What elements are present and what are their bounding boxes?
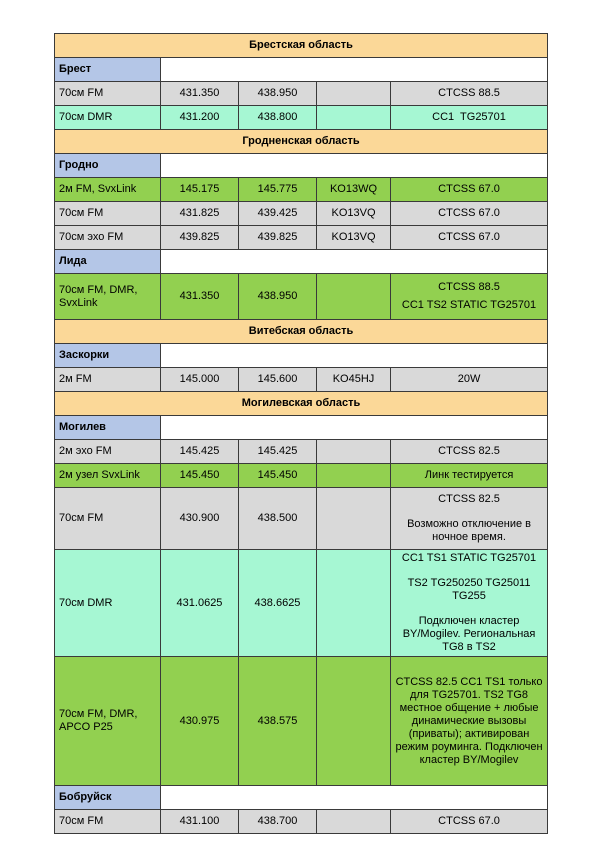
notes-cell (391, 82, 548, 106)
locator-cell (317, 440, 391, 464)
note-line: Линк тестируется (424, 469, 514, 481)
region-title: Гродненская область (55, 130, 548, 154)
note-line: CTCSS 88.5 (438, 87, 500, 99)
tx-freq-cell: 145.600 (239, 368, 317, 392)
table-row (55, 657, 548, 786)
rx-freq-cell: 145.175 (161, 178, 239, 202)
notes-cell (391, 274, 548, 320)
city-header-row (55, 58, 548, 82)
locator-cell (317, 810, 391, 834)
note-line: TS2 TG250250 TG25011 TG255 (407, 577, 531, 602)
tx-freq-cell: 439.425 (239, 202, 317, 226)
mode-cell: 70см эхо FM (55, 226, 161, 250)
mode-cell: 70см FM, DMR, SvxLink (55, 274, 161, 320)
note-line: CTCSS 82.5 (438, 445, 500, 457)
tx-freq-cell: 439.825 (239, 226, 317, 250)
locator-cell: KO13VQ (317, 202, 391, 226)
locator-cell (317, 550, 391, 657)
rx-freq-cell: 145.450 (161, 464, 239, 488)
locator-cell (317, 464, 391, 488)
tx-freq-cell: 438.950 (239, 82, 317, 106)
note-line: 20W (457, 373, 481, 385)
locator-cell: KO13WQ (317, 178, 391, 202)
note-line: CC1 TS2 STATIC TG25701 (401, 299, 537, 311)
region-title: Витебская область (55, 320, 548, 344)
notes-cell (391, 226, 548, 250)
mode-cell: 70см FM (55, 82, 161, 106)
locator-cell: KO45HJ (317, 368, 391, 392)
city-name: Бобруйск (55, 786, 161, 810)
notes-cell (391, 488, 548, 550)
rx-freq-cell: 431.350 (161, 82, 239, 106)
tx-freq-cell: 438.575 (239, 657, 317, 786)
notes-cell (391, 550, 548, 657)
region-title: Брестская область (55, 34, 548, 58)
locator-cell (317, 488, 391, 550)
rx-freq-cell: 431.825 (161, 202, 239, 226)
note-line: CTCSS 82.5 CC1 TS1 только для TG25701. TS2 TG8 местное общение + любые динамические вызовы (приваты); активирован режим роуминга. Подключен кластер BY/Mogilev (395, 675, 543, 766)
tx-freq-cell: 438.950 (239, 274, 317, 320)
table-row (55, 274, 548, 320)
table-row (55, 178, 548, 202)
locator-cell (317, 106, 391, 130)
note-line: Возможно отключение в ночное время. (407, 518, 531, 543)
note-line: CTCSS 67.0 (438, 231, 500, 243)
mode-cell: 2м FM (55, 368, 161, 392)
tx-freq-cell: 145.450 (239, 464, 317, 488)
city-name: Могилев (55, 416, 161, 440)
city-header-row (55, 250, 548, 274)
region-header-row (55, 392, 548, 416)
notes-cell (391, 657, 548, 786)
city-name: Заскорки (55, 344, 161, 368)
table-row (55, 488, 548, 550)
note-line: CTCSS 67.0 (438, 183, 500, 195)
city-header-row (55, 416, 548, 440)
city-header-row (55, 344, 548, 368)
notes-cell (391, 178, 548, 202)
note-line: CC1 TS1 STATIC TG25701 (401, 552, 537, 564)
mode-cell: 2м узел SvxLink (55, 464, 161, 488)
table-row (55, 368, 548, 392)
table-row (55, 202, 548, 226)
mode-cell: 70см FM, DMR, APCO P25 (55, 657, 161, 786)
mode-cell: 70см DMR (55, 550, 161, 657)
city-header-row (55, 786, 548, 810)
note-line: CTCSS 88.5 (438, 281, 500, 293)
rx-freq-cell: 430.975 (161, 657, 239, 786)
locator-cell: KO13VQ (317, 226, 391, 250)
notes-cell (391, 464, 548, 488)
table-row (55, 810, 548, 834)
region-header-row (55, 34, 548, 58)
table-row (55, 226, 548, 250)
table-row (55, 464, 548, 488)
tx-freq-cell: 145.425 (239, 440, 317, 464)
note-line: CTCSS 67.0 (438, 207, 500, 219)
mode-cell: 70см FM (55, 488, 161, 550)
locator-cell (317, 657, 391, 786)
city-name: Гродно (55, 154, 161, 178)
tx-freq-cell: 145.775 (239, 178, 317, 202)
note-line: CC1 TG25701 (432, 111, 506, 123)
table-row (55, 82, 548, 106)
city-header-row (55, 154, 548, 178)
notes-cell (391, 810, 548, 834)
notes-cell (391, 202, 548, 226)
rx-freq-cell: 431.0625 (161, 550, 239, 657)
locator-cell (317, 274, 391, 320)
mode-cell: 2м эхо FM (55, 440, 161, 464)
repeater-table (54, 33, 548, 834)
mode-cell: 2м FM, SvxLink (55, 178, 161, 202)
table-row (55, 440, 548, 464)
note-line: CTCSS 82.5 (438, 493, 500, 505)
city-name: Лида (55, 250, 161, 274)
note-line: CTCSS 67.0 (438, 815, 500, 827)
tx-freq-cell: 438.700 (239, 810, 317, 834)
rx-freq-cell: 431.200 (161, 106, 239, 130)
rx-freq-cell: 430.900 (161, 488, 239, 550)
rx-freq-cell: 439.825 (161, 226, 239, 250)
notes-cell (391, 368, 548, 392)
region-header-row (55, 130, 548, 154)
mode-cell: 70см FM (55, 810, 161, 834)
rx-freq-cell: 145.000 (161, 368, 239, 392)
notes-cell (391, 440, 548, 464)
mode-cell: 70см DMR (55, 106, 161, 130)
mode-cell: 70см FM (55, 202, 161, 226)
region-header-row (55, 320, 548, 344)
note-line: Подключен кластер BY/Mogilev. Региональная TG8 в TS2 (402, 615, 536, 653)
rx-freq-cell: 431.350 (161, 274, 239, 320)
table-row (55, 106, 548, 130)
rx-freq-cell: 145.425 (161, 440, 239, 464)
region-title: Могилевская область (55, 392, 548, 416)
locator-cell (317, 82, 391, 106)
table-row (55, 550, 548, 657)
tx-freq-cell: 438.500 (239, 488, 317, 550)
notes-cell (391, 106, 548, 130)
rx-freq-cell: 431.100 (161, 810, 239, 834)
tx-freq-cell: 438.6625 (239, 550, 317, 657)
city-name: Брест (55, 58, 161, 82)
tx-freq-cell: 438.800 (239, 106, 317, 130)
